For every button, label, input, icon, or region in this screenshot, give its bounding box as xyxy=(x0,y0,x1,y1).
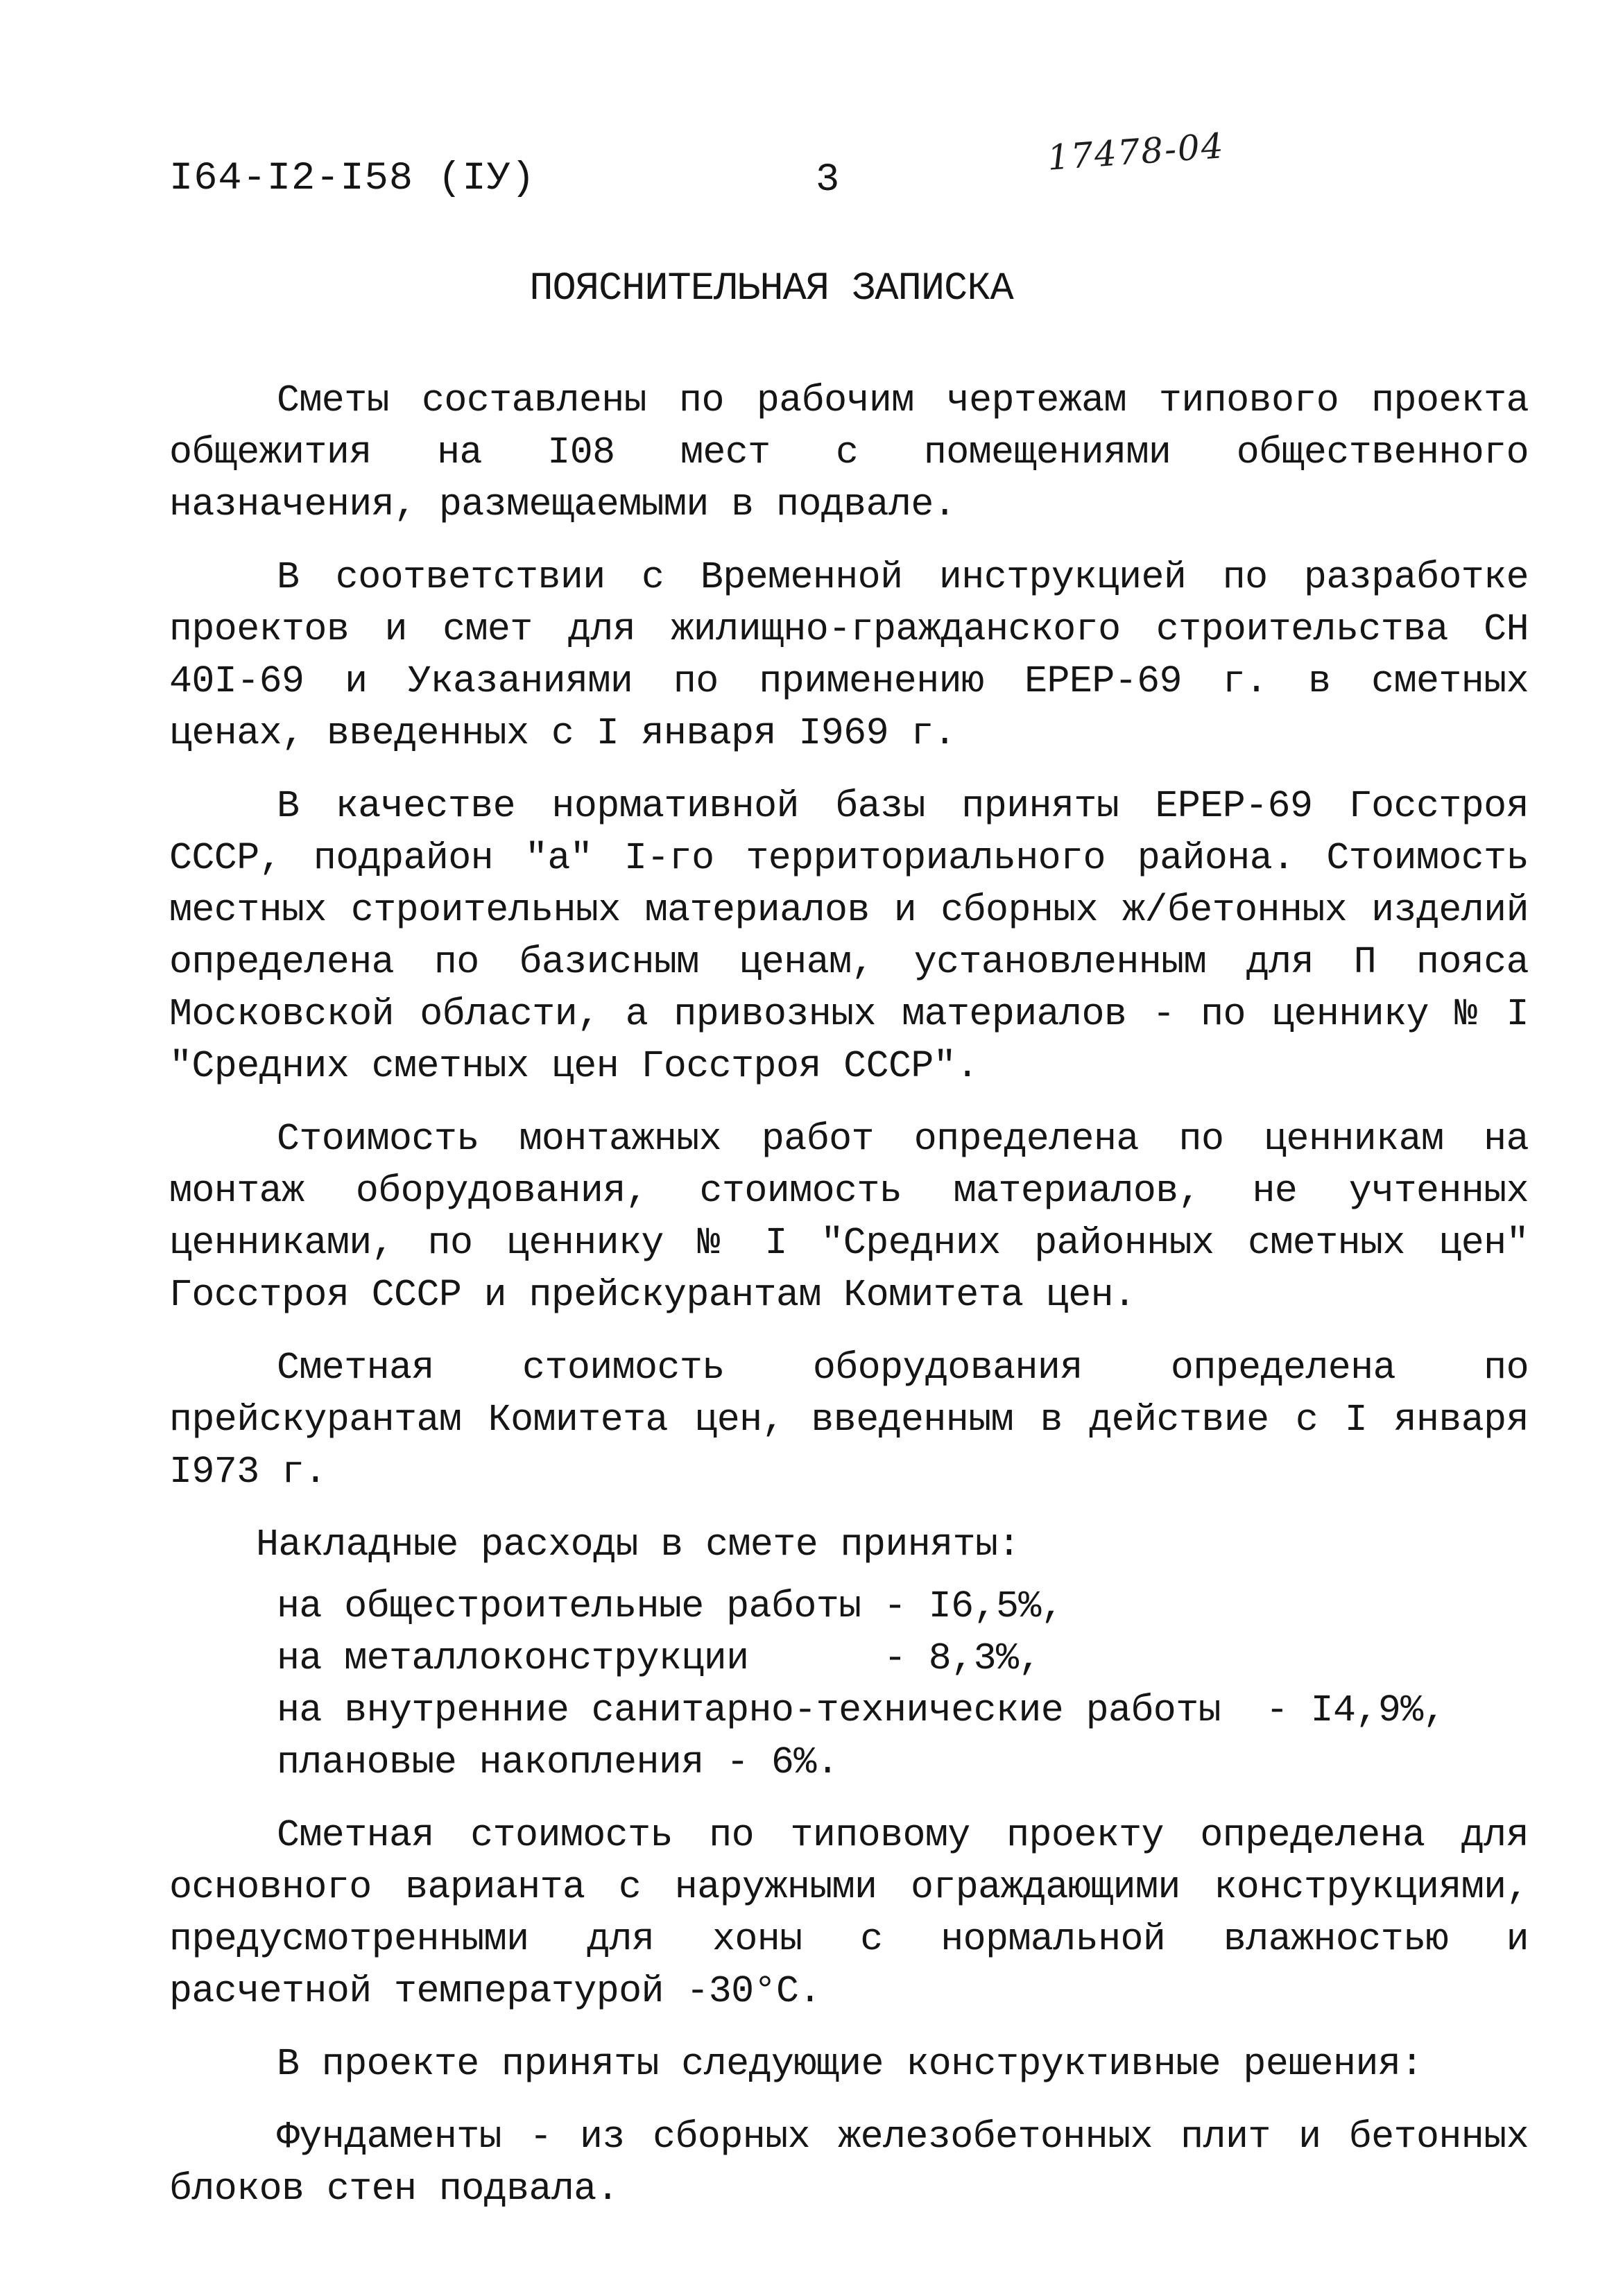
overhead-intro: Накладные расходы в смете приняты: xyxy=(256,1523,1020,1566)
list-item: на металлоконструкции - 8,3%, xyxy=(277,1637,1041,1680)
document-code: I64-I2-I58 (IУ) xyxy=(169,157,536,201)
page-title xyxy=(0,267,1598,311)
paragraph: Сметы составлены по рабочим чертежам типового проекта общежития на I08 мест с помещениями общественного назначения, размещаемыми в подвале. xyxy=(169,379,1529,526)
paragraph: Сметная стоимость оборудования определена по прейскурантам Комитета цен, введенным в действие с I января I973 г. xyxy=(169,1346,1529,1494)
paragraph: В качестве нормативной базы приняты ЕРЕР-69 Госстроя СССР, подрайон "а" I-го территориального района. Стоимость местных строительных материалов и сборных ж/бетонных изделий определена по базисным ценам, установленным для П пояса Московской области, а привозных материалов - по ценнику № I "Средних сметных цен Госстроя СССР". xyxy=(169,784,1529,1088)
page-title-text: ПОЯСНИТЕЛЬНАЯ ЗАПИСКА xyxy=(529,267,1013,311)
handwritten-number: 17478-04 xyxy=(1046,126,1226,178)
paragraph: Сметная стоимость по типовому проекту определена для основного варианта с наружными ограждающими конструкциями, предусмотренными для хоны с нормальной влажностью и расчетной температурой -30°С. xyxy=(169,1813,1529,2013)
list-item: на внутренние санитарно-технические работы - I4,9%, xyxy=(277,1689,1446,1732)
paragraph: Фундаменты - из сборных железобетонных плит и бетонных блоков стен подвала. xyxy=(169,2115,1529,2211)
paragraph: В соответствии с Временной инструкцией по разработке проектов и смет для жилищно-гражданского строительства СН 40I-69 и Указаниями по применению ЕРЕР-69 г. в сметных ценах, введенных с I января I969 г. xyxy=(169,555,1529,755)
document-body xyxy=(169,374,1529,2236)
list-item: на общестроительные работы - I6,5%, xyxy=(277,1585,1064,1628)
paragraph: Стоимость монтажных работ определена по ценникам на монтаж оборудования, стоимость материалов, не учтенных ценниками, по ценнику № I "Средних районных сметных цен" Госстроя СССР и прейскурантам Комитета цен. xyxy=(169,1117,1529,1317)
overhead-list xyxy=(277,1580,1529,1788)
page-number: 3 xyxy=(816,158,840,202)
paragraph: В проекте приняты следующие конструктивные решения: xyxy=(277,2042,1423,2086)
list-item: плановые накопления - 6%. xyxy=(277,1741,839,1784)
